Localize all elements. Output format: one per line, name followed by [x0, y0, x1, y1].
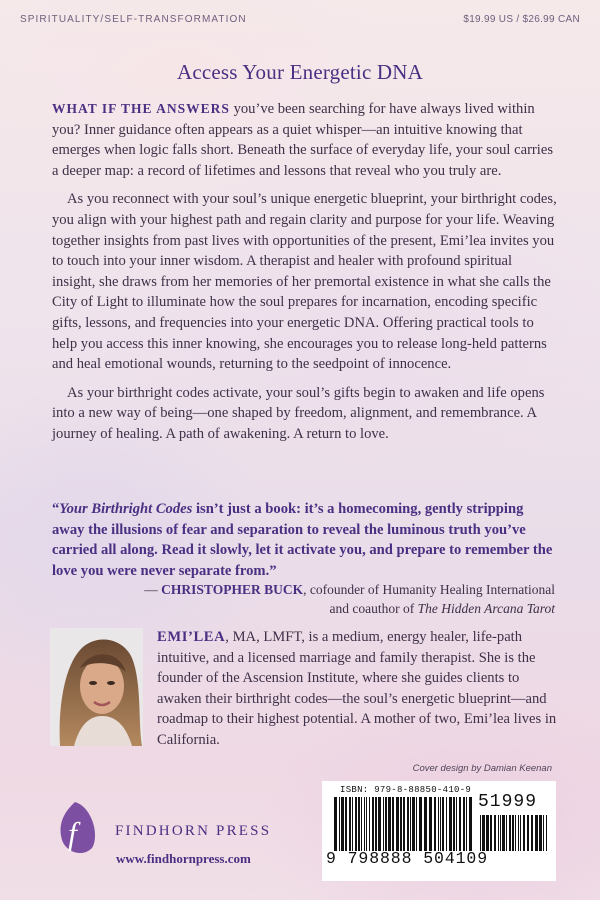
logo-letter: f — [68, 815, 77, 851]
endorser-role: , cofounder of Humanity Healing International — [303, 582, 555, 597]
price-code: 51999 — [478, 792, 538, 812]
author-name: EMI’LEA — [157, 629, 226, 645]
endorsement-quote — [52, 499, 557, 581]
category-label: SPIRITUALITY/SELF-TRANSFORMATION — [20, 14, 247, 25]
findhorn-logo — [52, 800, 98, 860]
description — [52, 99, 557, 453]
top-bar — [20, 14, 580, 30]
attribution-dash: — — [144, 582, 162, 597]
endorsement-attribution — [50, 581, 555, 618]
isbn-label: ISBN: 979-8-88850-410-9 — [340, 785, 472, 795]
price-label: $19.99 US / $26.99 CAN — [463, 14, 580, 25]
lead-in: WHAT IF THE ANSWERS — [52, 101, 230, 116]
endorser-line2: and coauthor of — [329, 600, 418, 616]
quoted-book-title: Your Birthright Codes — [59, 501, 193, 517]
cover-design-credit: Cover design by Damian Keenan — [412, 763, 552, 774]
author-bio-text: , MA, LMFT, is a medium, energy healer, life-path intuitive, and a licensed marriage and family therapist. She is the founder of the Ascension Institute, where she guides clients to awaken their birthright codes—the soul’s energetic blueprint—and roadmap to their highest potential. A mother of two, Emi’lea lives in California. — [157, 629, 557, 748]
description-paragraph-2: As you reconnect with your soul’s unique energetic blueprint, your birthright codes, you align with your highest path and regain clarity and purpose for your life. Weaving together insights from past lives with opportunities of the present, Emi’lea invites you to touch into your inner wisdom. A therapist and healer with profound spiritual insight, she draws from her memories of her premortal existence in what she calls the City of Light to illuminate how the soul prepares for incarnation, encoding specific gifts, lessons, and frequencies into your energetic DNA. Offering practical tools to help you access this inner knowing, she encourages you to release long-held patterns and heal emotional wounds, returning to the seedpoint of innocence. — [52, 191, 557, 373]
publisher-website: www.findhornpress.com — [116, 851, 251, 866]
back-cover-title: Access Your Energetic DNA — [176, 60, 424, 84]
author-bio — [157, 627, 557, 751]
paragraph-1-text: you’ve been searching for have always lived within you? Inner guidance often appears as a quiet whisper—an intuitive knowing that emerges when logic falls short. Beneath the surface of everyday life, your soul carries a deeper map: a record of lifetimes and lessons that reveal who you truly are. — [52, 101, 554, 179]
ean-digits: 9 798888 504109 — [326, 849, 489, 868]
isbn-barcode — [322, 781, 556, 881]
endorsement-text: isn’t just a book: it’s a homecoming, gently stripping away the illusions of fear and separation to reveal the luminous truth you’ve carried all along. Read it slowly, let it activate you, and prepare to remember the love you were never separate from.” — [52, 501, 553, 579]
description-paragraph-3: As your birthright codes activate, your soul’s gifts begin to awaken and life opens into a new way of being—one shaped by freedom, alignment, and remembrance. A journey of healing. A path of awakening. A return to love. — [52, 384, 545, 442]
price-addon-bars — [480, 815, 548, 851]
endorser-name: CHRISTOPHER BUCK — [161, 582, 304, 597]
author-photo — [50, 628, 143, 746]
endorser-book: The Hidden Arcana Tarot — [417, 600, 555, 616]
ean-bars — [334, 797, 474, 851]
open-quote-mark: “ — [52, 501, 60, 517]
description-paragraph-1 — [52, 99, 557, 181]
publisher-name: FINDHORN PRESS — [115, 823, 272, 839]
